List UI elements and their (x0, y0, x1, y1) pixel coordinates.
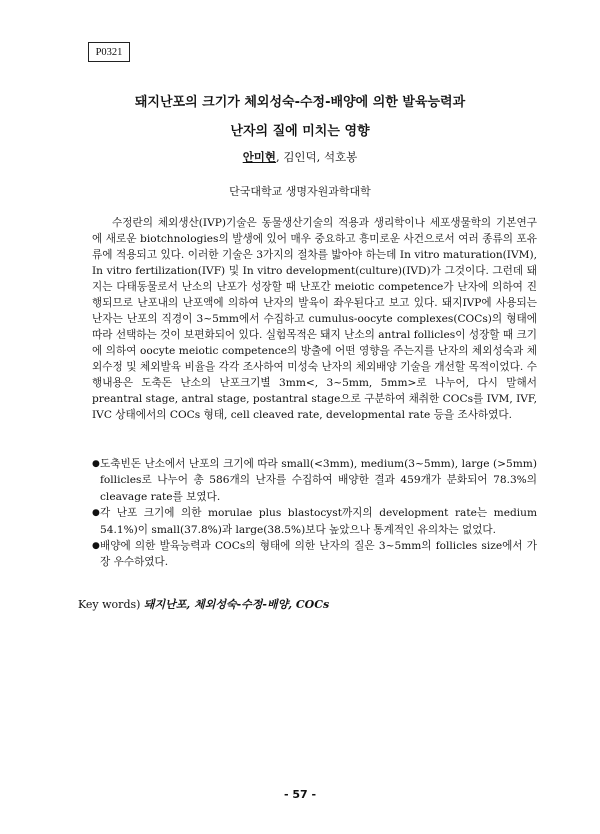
keywords (78, 596, 329, 612)
result-item (92, 456, 537, 505)
co-authors: , 김인덕, 석호봉 (276, 150, 358, 164)
bullet-icon: ● (92, 459, 100, 469)
result-text: 도축빈돈 난소에서 난포의 크기에 따라 small(<3mm), medium(3~5mm), large (>5mm) follicles로 나누어 총 586개의 난자를 수집하여 배양한 결과 459개가 분화되어 78.3%의 cleavage rate를 보였다. (100, 458, 537, 503)
page-number: - 57 - (283, 788, 317, 801)
lead-author: 안미현 (242, 150, 277, 164)
authors (0, 149, 600, 165)
result-text: 배양에 의한 발육능력과 COCs의 형태에 의한 난자의 질은 3~5mm의 follicles size에서 가장 우수하였다. (100, 540, 537, 569)
affiliation: 단국대학교 생명자원과학대학 (229, 185, 371, 198)
results-list (92, 456, 537, 571)
result-item (92, 538, 537, 571)
paper-code: P0321 (95, 46, 123, 58)
paper-code-box (88, 42, 130, 62)
keywords-label: Key words) (78, 598, 141, 611)
bullet-icon: ● (92, 508, 100, 519)
result-text: 각 난포 크기에 의한 morulae plus blastocyst까지의 development rate는 medium 54.1%)이 small(37.8%)과 large(38.5%)보다 높았으나 통계적인 유의차는 없었다. (100, 507, 537, 536)
bullet-icon: ● (92, 541, 100, 552)
result-item (92, 505, 537, 538)
title-line-1: 돼지난포의 크기가 체외성숙-수정-배양에 의한 발육능력과 (134, 95, 466, 110)
keywords-values: 돼지난포, 체외성숙-수정-배양, COCs (143, 598, 330, 611)
abstract-body (92, 215, 537, 423)
abstract-paragraph: 수정란의 체외생산(IVP)기술은 동물생산기술의 적용과 생리학이나 세포생물학의 기본연구에 새로운 biotchnologies의 발생에 있어 매우 중요하고 흥미로운 사건으로서 여러 종류의 포유류에 적용되고 있다. 이러한 기술은 3가지의 절차를 밟아야 하는데 In vitro maturation(IVM), In vitro fertilization(IVF) 및 In vitro development(culture)(IVD)가 그것이다. 그런데 돼지는 다태동물로서 난소의 난포가 성장할 때 난포간 meiotic competence가 난자에 의하여 진행되므로 난포내의 난포액에 의하여 난자의 발육이 좌우된다고 보고 있다. 돼지IVP에 사용되는 난자는 난포의 직경이 3~5mm에서 수집하고 cumulus-oocyte complexes(COCs)의 형태에 따라 선택하는 것이 보편화되어 있다. 실험목적은 돼지 난소의 antral follicles이 성장할 때 크기에 의하여 oocyte meiotic competence의 방출에 어떤 영향을 주는지를 난자의 체외성숙과 체외수정 및 체외발육 비율을 각각 조사하여 미성숙 난자의 체외배양 기술을 개선할 목적이었다. 수행내용은 도축돈 난소의 난포크기별 3mm<, 3~5mm, 5mm>로 나누어, 다시 말해서 preantral stage, antral stage, postantral stage으로 구분하여 채취한 COCs를 IVM, IVF, IVC 상태에서의 COCs 형태, cell cleaved rate, developmental rate 등을 조사하였다. (92, 217, 537, 421)
title-line-2: 난자의 질에 미치는 영향 (230, 124, 370, 139)
